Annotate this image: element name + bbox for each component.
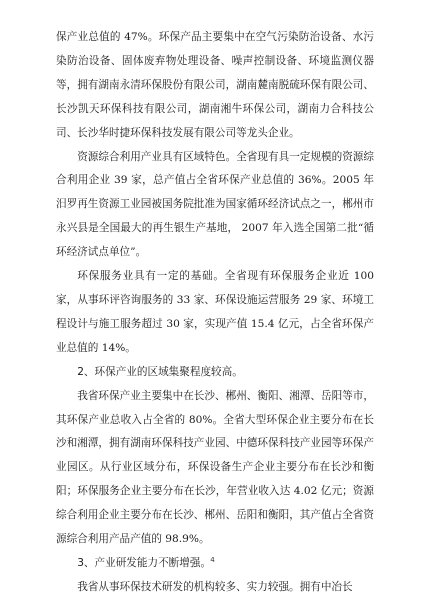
paragraph-continuation: 保产业总值的 47%。环保产品主要集中在空气污染防治设备、水污染防治设备、固体废弃物处理设备、噪声控制设备、环境监测仪器等，拥有湖南永清环保股份有限公司，湖南麓南脱硫环保有限公司、长沙凯天环保科技有限公司，湖南湘牛环保公司，湖南力合科技公司、长沙华时捷环保科技发展有限公司等龙头企业。 — [56, 31, 374, 139]
paragraph-resource-utilization: 资源综合利用产业具有区域特色。全省现有具一定规模的资源综合利用企业 39 家，总产值占全省环保产业总值的 36%。2005 年汨罗再生资源工业园被国务院批准为国家循环经济试点之一，郴州市永兴县是全国最大的再生银生产基地， 2007 年入选全国第二批“循环经济试点单位”。 — [56, 150, 374, 259]
paragraph-regional-distribution: 我省环保产业主要集中在长沙、郴州、衡阳、湘潭、岳阳等市，其环保产业总收入占全省的 80%。全省大型环保企业主要分布在长沙和湘潭，拥有湖南环保科技产业园、中德环保科技产业园等环保产业园区。从行业区域分布，环保设备生产企业主要分布在长沙和衡阳；环保服务企业主要分布在长沙，年营业收入达 4.02 亿元；资源综合利用企业主要分布在长沙、郴州、岳阳和衡阳，其产值占全省资源综合利用产品产值的 98.9%。 — [56, 389, 374, 546]
section-heading-regional-clustering: 2、环保产业的区域集聚程度较高。 — [77, 365, 243, 378]
paragraph-environmental-services: 环保服务业具有一定的基础。全省现有环保服务企业近 100 家，从事环评咨询服务的 33 家、环保设施运营服务 29 家、环境工程设计与施工服务超过 30 家，实现产值 15.4 亿元，占全省环保产业总值的 14%。 — [56, 270, 374, 354]
paragraph-rd-institutions: 我省从事环保技术研发的机构较多、实力较强。拥有中冶长 — [77, 580, 353, 593]
section-heading-rd-capability: 3、产业研发能力不断增强。 — [77, 556, 212, 569]
page-number: 4 — [210, 556, 215, 564]
page-body — [56, 26, 374, 600]
